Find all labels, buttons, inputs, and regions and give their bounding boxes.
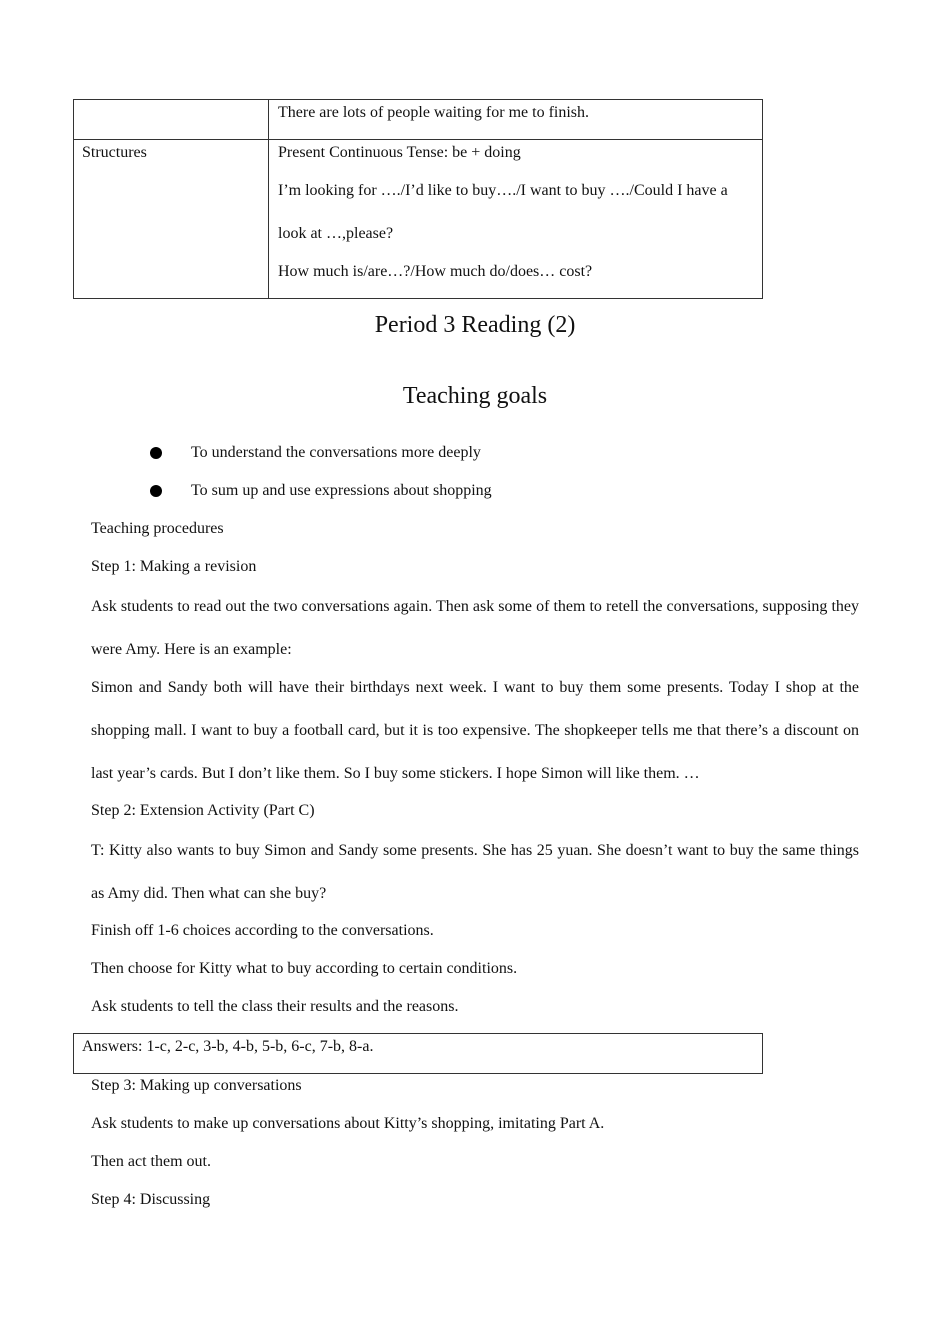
text-line: Ask students to make up conversations about Kitty’s shopping, imitating Part A. xyxy=(91,1115,605,1132)
step-heading: Step 4: Discussing xyxy=(91,1191,211,1208)
text-line: Then act them out. xyxy=(91,1153,211,1170)
paragraph: Ask students to read out the two conversations again. Then ask some of them to retell the conversations, supposing they were Amy. Here is an example: xyxy=(91,598,859,658)
procedures-heading: Teaching procedures xyxy=(91,520,224,537)
text-line: Then choose for Kitty what to buy according to certain conditions. xyxy=(91,960,518,977)
table-cell-text: How much is/are…?/How much do/does… cost? xyxy=(278,263,593,280)
table-column-divider xyxy=(268,99,269,299)
goal-item: To understand the conversations more deeply xyxy=(191,444,481,461)
text-line: Ask students to tell the class their results and the reasons. xyxy=(91,998,459,1015)
goals-title: Teaching goals xyxy=(402,383,548,409)
goal-item: To sum up and use expressions about shopping xyxy=(191,482,492,499)
bullet-icon xyxy=(150,447,162,459)
step-heading: Step 1: Making a revision xyxy=(91,558,257,575)
table-cell-text: I’m looking for …./I’d like to buy…./I want to buy …./Could I have a xyxy=(278,182,728,199)
example-paragraph: Simon and Sandy both will have their birthdays next week. I want to buy them some presents. Today I shop at the shopping mall. I want to buy a football card, but it is too expensive. The shopkeeper tells me that there’s a discount on last year’s cards. But I don’t like them. So I buy some stickers. I hope Simon will like them. … xyxy=(91,679,859,782)
table-cell-text: look at …,please? xyxy=(278,225,394,242)
table-row-divider xyxy=(73,139,763,140)
bullet-icon xyxy=(150,485,162,497)
table-cell-text: There are lots of people waiting for me to finish. xyxy=(278,104,590,121)
step-heading: Step 3: Making up conversations xyxy=(91,1077,302,1094)
period-title: Period 3 Reading (2) xyxy=(374,312,576,338)
answers-text: Answers: 1-c, 2-c, 3-b, 4-b, 5-b, 6-c, 7-b, 8-a. xyxy=(82,1038,374,1055)
table-cell-text: Present Continuous Tense: be + doing xyxy=(278,144,521,161)
paragraph: T: Kitty also wants to buy Simon and Sandy some presents. She has 25 yuan. She doesn’t want to buy the same things as Amy did. Then what can she buy? xyxy=(91,842,859,902)
text-line: Finish off 1-6 choices according to the conversations. xyxy=(91,922,434,939)
step-heading: Step 2: Extension Activity (Part C) xyxy=(91,802,315,819)
table-cell-structures-label: Structures xyxy=(82,144,147,161)
